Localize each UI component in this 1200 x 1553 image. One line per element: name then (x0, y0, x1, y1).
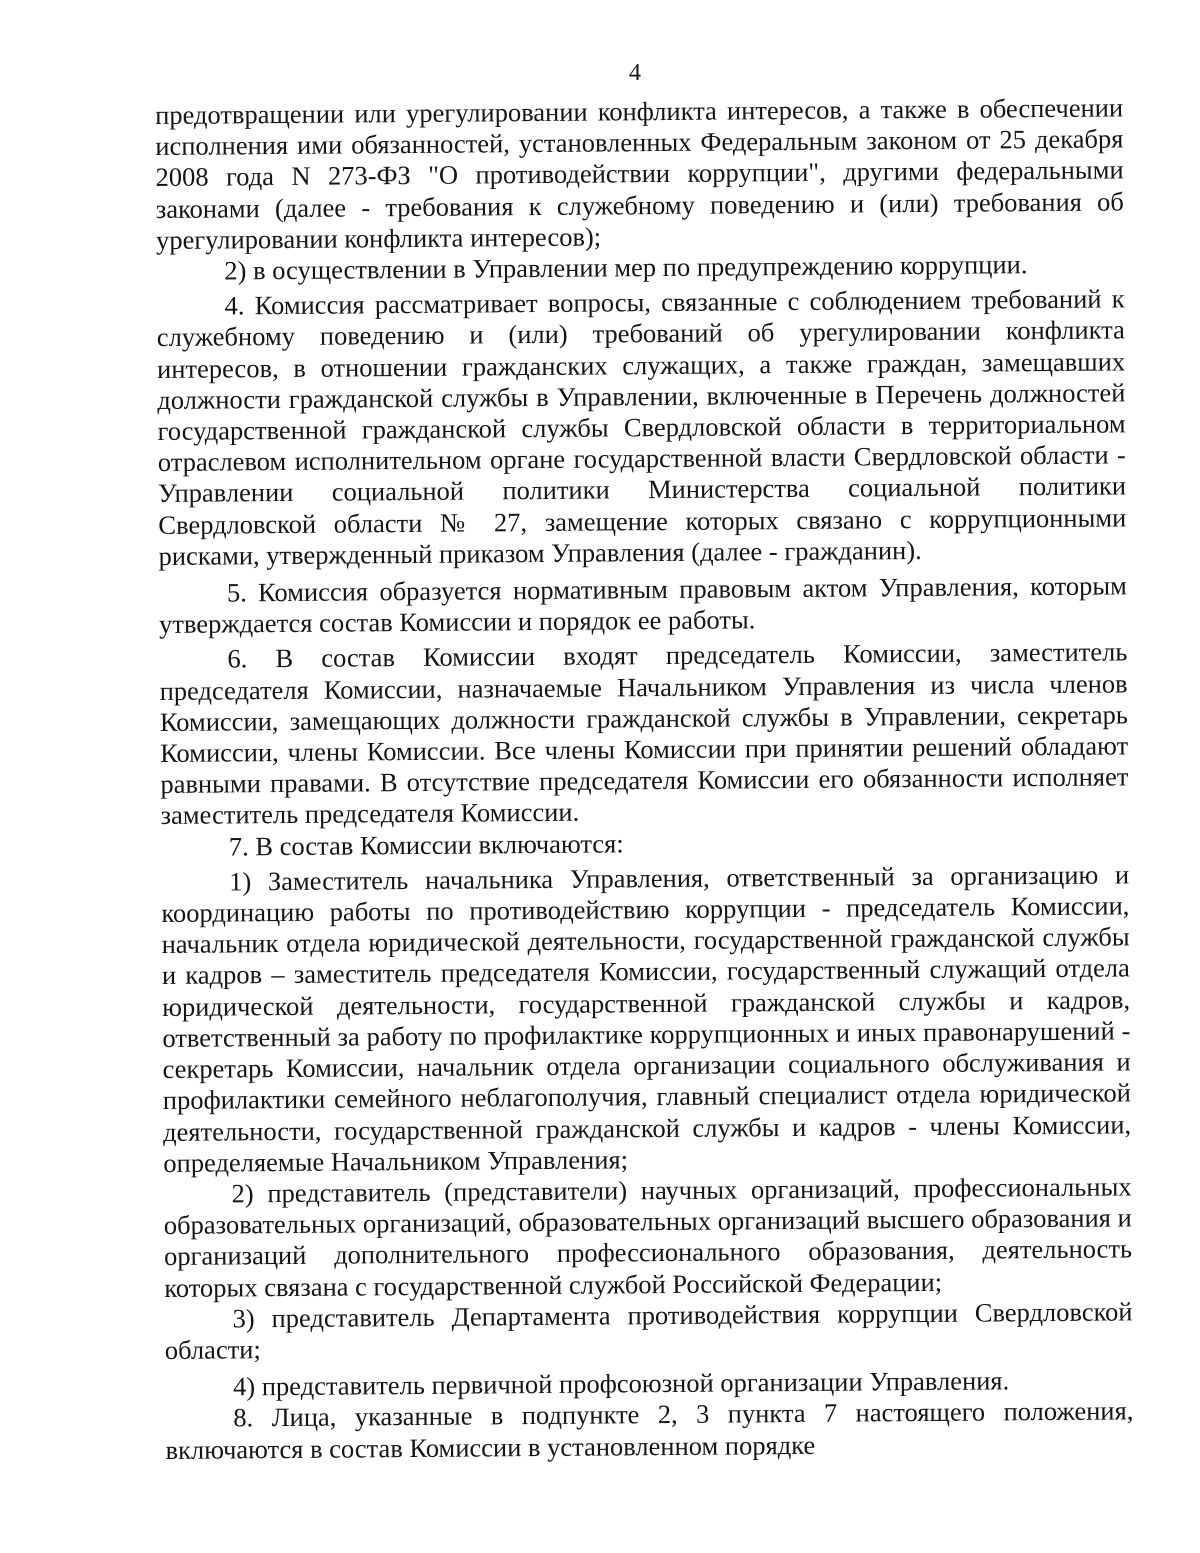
document-body (155, 92, 1134, 1465)
paragraph-item-2: 2) в осуществлении в Управлении мер по предупреждению коррупции. (224, 249, 1028, 286)
page-number: 4 (629, 60, 641, 86)
paragraph-clause-7-item-3: 3) представитель Департамента противодействия коррупции Свердловской области; (164, 1296, 1133, 1365)
paragraph-clause-7-item-2: 2) представитель (представители) научных организаций, профессиональных образовательных организаций, образовательных организаций высшего образования и организаций дополнительного профессионального образования, деятельность которых связана с государственной службой Российской Федерации; (163, 1171, 1133, 1303)
paragraph-clause-7-item-4: 4) представитель первичной профсоюзной организации Управления. (232, 1365, 1010, 1402)
paragraph-continuation: предотвращении или урегулировании конфликта интересов, а также в обеспечении исполнения ими обязанностей, установленных Федеральным законом от 25 декабря 2008 года N 273-ФЗ "О противодействии коррупции", другими федеральными законами (далее - требования к служебному поведению и (или) требования об урегулировании конфликта интересов); (155, 92, 1124, 255)
paragraph-clause-5: 5. Комиссия образуется нормативным правовым актом Управления, которым утверждается состав Комиссии и порядок ее работы. (158, 570, 1127, 640)
paragraph-clause-8: 8. Лица, указанные в подпункте 2, 3 пункта 7 настоящего положения, включаются в состав Комиссии в установленном порядке (165, 1395, 1134, 1465)
paragraph-clause-7: 7. В состав Комиссии включаются: (228, 828, 624, 862)
paragraph-clause-4: 4. Комиссия рассматривает вопросы, связанные с соблюдением требований к служебному поведению и (или) требований об урегулировании конфликта интересов, в отношении гражданских служащих, а также граждан, замещавших должности гражданской службы в Управлении, включенные в Перечень должностей государственной гражданской службы Свердловской области в территориальном отраслевом исполнительном органе государственной власти Свердловской области - Управлении социальной политики Министерства социальной политики Свердловской области № 27, замещение которых связано с коррупционными рисками, утвержденный приказом Управления (далее - гражданин). (156, 283, 1127, 571)
paragraph-clause-7-item-1: 1) Заместитель начальника Управления, ответственный за организацию и координацию работы по противодействию коррупции - председатель Комиссии, начальник отдела юридической деятельности, государственной гражданской службы и кадров – заместитель председателя Комиссии, государственный служащий отдела юридической деятельности, государственной гражданской службы и кадров, ответственный за работу по профилактике коррупционных и иных правонарушений - секретарь Комиссии, начальник отдела организации социального обслуживания и профилактики семейного неблагополучия, главный специалист отдела юридической деятельности, государственной гражданской службы и кадров - члены Комиссии, определяемые Начальником Управления; (161, 859, 1132, 1178)
paragraph-clause-6: 6. В состав Комиссии входят председатель Комиссии, заместитель председателя Комиссии, назначаемые Начальником Управления из числа членов Комиссии, замещающих должности гражданской службы в Управлении, секретарь Комиссии, члены Комиссии. Все члены Комиссии при принятии решений обладают равными правами. В отсутствие председателя Комиссии его обязанности исполняет заместитель председателя Комиссии. (159, 636, 1129, 831)
